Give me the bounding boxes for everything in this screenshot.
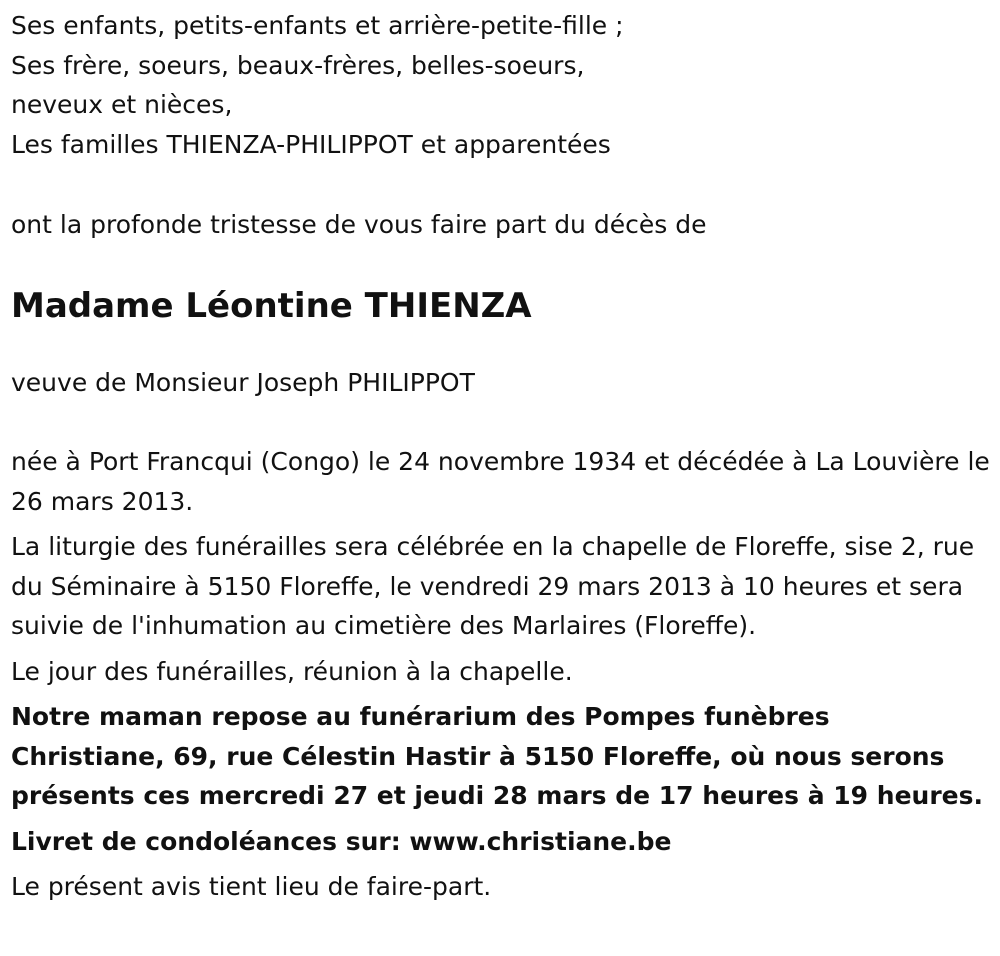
- notice-text: Le présent avis tient lieu de faire-part.: [11, 872, 492, 901]
- birth-death-text: née à Port Francqui (Congo) le 24 novembre 1934 et décédée à La Louvière le 26 mars 2013.: [11, 447, 990, 516]
- family-line: neveux et nièces,: [11, 90, 233, 119]
- deceased-name: Madame Léontine THIENZA: [11, 285, 532, 326]
- funeral-text: La liturgie des funérailles sera célébrée en la chapelle de Floreffe, sise 2, rue du Séminaire à 5150 Floreffe, le vendredi 29 mars 2013 à 10 heures et sera suivie de l'inhumation au cimetière des Marlaires (Floreffe).: [11, 532, 975, 640]
- spacer: [11, 245, 1000, 284]
- condolences-text: Livret de condoléances sur: www.christiane.be: [11, 826, 672, 856]
- announcement-text: ont la profonde tristesse de vous faire part du décès de: [11, 210, 707, 239]
- family-list: [11, 6, 1000, 164]
- family-line: Les familles THIENZA-PHILIPPOT et apparentées: [11, 129, 611, 159]
- spacer: [11, 328, 1000, 363]
- gathering-text: Le jour des funérailles, réunion à la chapelle.: [11, 656, 573, 686]
- widow-of-text: veuve de Monsieur Joseph PHILIPPOT: [11, 367, 475, 397]
- family-line: Ses enfants, petits-enfants et arrière-petite-fille ;: [11, 11, 624, 40]
- spacer: [11, 164, 1000, 205]
- family-line: Ses frère, soeurs, beaux-frères, belles-soeurs,: [11, 50, 585, 80]
- spacer: [11, 402, 1000, 442]
- visitation-text: Notre maman repose au funérarium des Pompes funèbres Christiane, 69, rue Célestin Hastir à 5150 Floreffe, où nous serons présents ces mercredi 27 et jeudi 28 mars de 17 heures à 19 heures.: [11, 702, 983, 810]
